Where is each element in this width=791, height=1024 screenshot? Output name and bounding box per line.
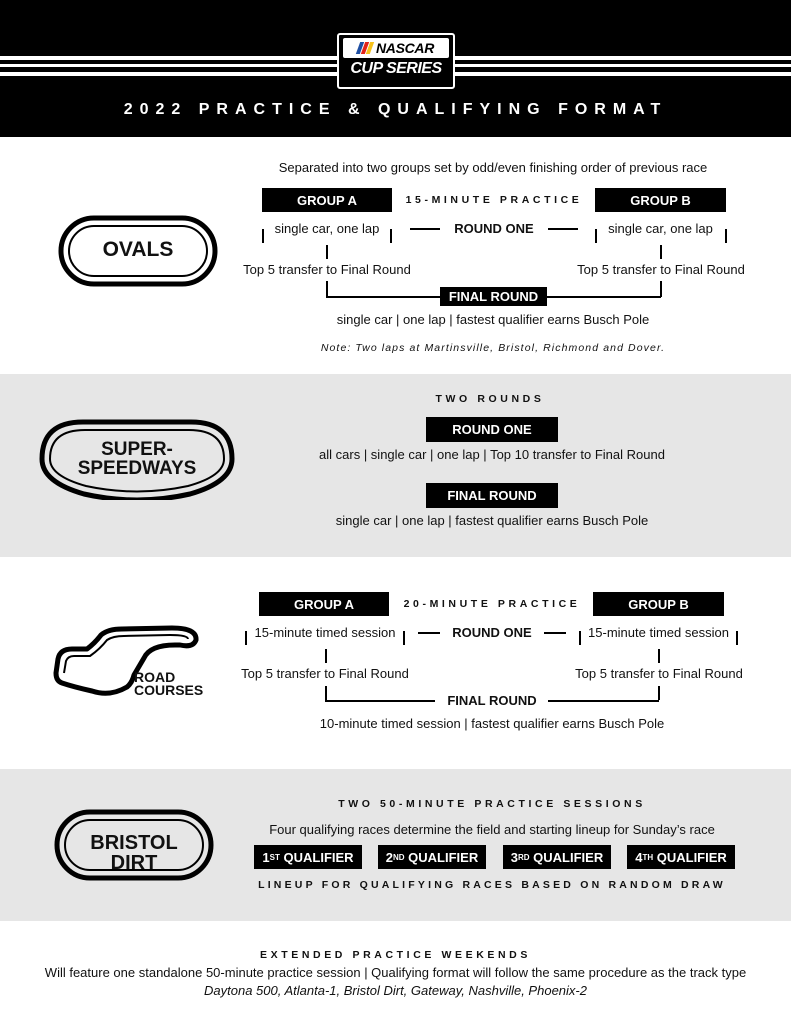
ovals-final-detail: single car | one lap | fastest qualifier earns Busch Pole	[336, 312, 650, 327]
qualifier-4-badge	[627, 845, 735, 869]
bristol-subtitle: Four qualifying races determine the field and starting lineup for Sunday’s race	[269, 822, 715, 837]
qualifier-label: QUALIFIER	[283, 849, 354, 865]
bracket-line	[660, 245, 662, 259]
superspeedways-section	[0, 374, 791, 557]
ovals-section	[0, 137, 791, 374]
extended-practice-section	[0, 921, 791, 1024]
bracket-line	[325, 700, 435, 702]
qualifier-suffix: TH	[642, 852, 654, 862]
logo-nascar-text: NASCAR	[375, 40, 435, 56]
bracket-line	[658, 649, 660, 663]
superspeedways-final-detail: single car | one lap | fastest qualifier earns Busch Pole	[335, 513, 649, 528]
qualifier-label: QUALIFIER	[533, 849, 604, 865]
bracket-line	[660, 281, 662, 297]
qualifier-number: 3	[510, 849, 518, 865]
superspeedways-round-one-badge: ROUND ONE	[426, 417, 558, 442]
ovals-practice-label: 15-MINUTE PRACTICE	[405, 194, 583, 206]
connector-line	[548, 228, 578, 230]
bracket-line	[548, 700, 659, 702]
road-final-round: FINAL ROUND	[447, 693, 537, 708]
qualifier-suffix: RD	[517, 852, 530, 862]
qualifier-number: 2	[385, 849, 393, 865]
ovals-left-transfer: Top 5 transfer to Final Round	[243, 262, 411, 277]
superspeedways-final-round-badge: FINAL ROUND	[426, 483, 558, 508]
ovals-right-detail: single car, one lap	[608, 221, 713, 236]
road-practice-label: 20-MINUTE PRACTICE	[403, 598, 581, 610]
qualifier-label: QUALIFIER	[656, 849, 727, 865]
logo-series-text: CUP SERIES	[350, 60, 442, 77]
road-round-one: ROUND ONE	[452, 625, 532, 640]
qualifier-suffix: ND	[392, 852, 405, 862]
bristol-label-line1: BRISTOL	[90, 832, 178, 854]
road-left-detail: 15-minute timed session	[254, 625, 396, 640]
qualifier-number: 1	[262, 849, 270, 865]
road-courses-label-line1: ROAD	[134, 669, 176, 685]
connector-line	[410, 228, 440, 230]
connector-line	[418, 632, 440, 634]
road-courses-label-line2: COURSES	[134, 682, 204, 698]
road-right-detail: 15-minute timed session	[588, 625, 729, 640]
connector-line	[544, 632, 566, 634]
bristol-practice-label: TWO 50-MINUTE PRACTICE SESSIONS	[338, 798, 646, 810]
nascar-cup-series-logo	[337, 33, 455, 89]
qualifier-2-badge	[378, 845, 486, 869]
ovals-group-b-badge: GROUP B	[595, 188, 726, 212]
qualifier-1-badge	[254, 845, 362, 869]
bracket-line	[325, 649, 327, 663]
superspeedways-round-one-detail: all cars | single car | one lap | Top 10 transfer to Final Round	[319, 447, 665, 462]
road-group-b-badge: GROUP B	[593, 592, 724, 616]
ovals-final-round-badge: FINAL ROUND	[440, 287, 547, 306]
header	[0, 0, 791, 137]
qualifier-label: QUALIFIER	[408, 849, 479, 865]
bracket-line	[326, 281, 328, 297]
ovals-left-detail: single car, one lap	[274, 221, 380, 236]
ovals-group-a-badge: GROUP A	[262, 188, 392, 212]
road-left-transfer: Top 5 transfer to Final Round	[241, 666, 409, 681]
logo-top-bar	[343, 38, 449, 58]
ovals-label: OVALS	[102, 238, 174, 261]
extended-title: EXTENDED PRACTICE WEEKENDS	[260, 949, 531, 961]
superspeedways-rounds-label: TWO ROUNDS	[435, 393, 545, 405]
qualifier-3-badge	[503, 845, 611, 869]
bracket-line	[326, 245, 328, 259]
ovals-round-one: ROUND ONE	[454, 221, 534, 236]
road-final-detail: 10-minute timed session | fastest qualifier earns Busch Pole	[319, 716, 665, 731]
road-courses-section	[0, 557, 791, 769]
road-group-a-badge: GROUP A	[259, 592, 389, 616]
road-right-transfer: Top 5 transfer to Final Round	[575, 666, 743, 681]
ovals-subtitle: Separated into two groups set by odd/even finishing order of previous race	[278, 160, 708, 175]
extended-tracks: Daytona 500, Atlanta-1, Bristol Dirt, Gateway, Nashville, Phoenix-2	[204, 983, 587, 998]
qualifier-suffix: ST	[269, 852, 280, 862]
superspeedways-label-line2: SPEEDWAYS	[77, 458, 197, 479]
bristol-label-line2: DIRT	[110, 852, 158, 874]
page-title: 2022 PRACTICE & QUALIFYING FORMAT	[123, 101, 668, 118]
ovals-right-transfer: Top 5 transfer to Final Round	[577, 262, 745, 277]
superspeedways-label-line1: SUPER-	[101, 439, 173, 460]
bracket-line	[658, 686, 660, 700]
qualifier-number: 4	[635, 849, 643, 865]
bracket-line	[325, 686, 327, 700]
bristol-dirt-section	[0, 769, 791, 921]
ovals-note: Note: Two laps at Martinsville, Bristol, Richmond and Dover.	[320, 342, 666, 354]
extended-detail: Will feature one standalone 50-minute practice session | Qualifying format will follow the same procedure as the track type	[44, 965, 747, 980]
bristol-lineup-label: LINEUP FOR QUALIFYING RACES BASED ON RANDOM DRAW	[258, 879, 726, 891]
